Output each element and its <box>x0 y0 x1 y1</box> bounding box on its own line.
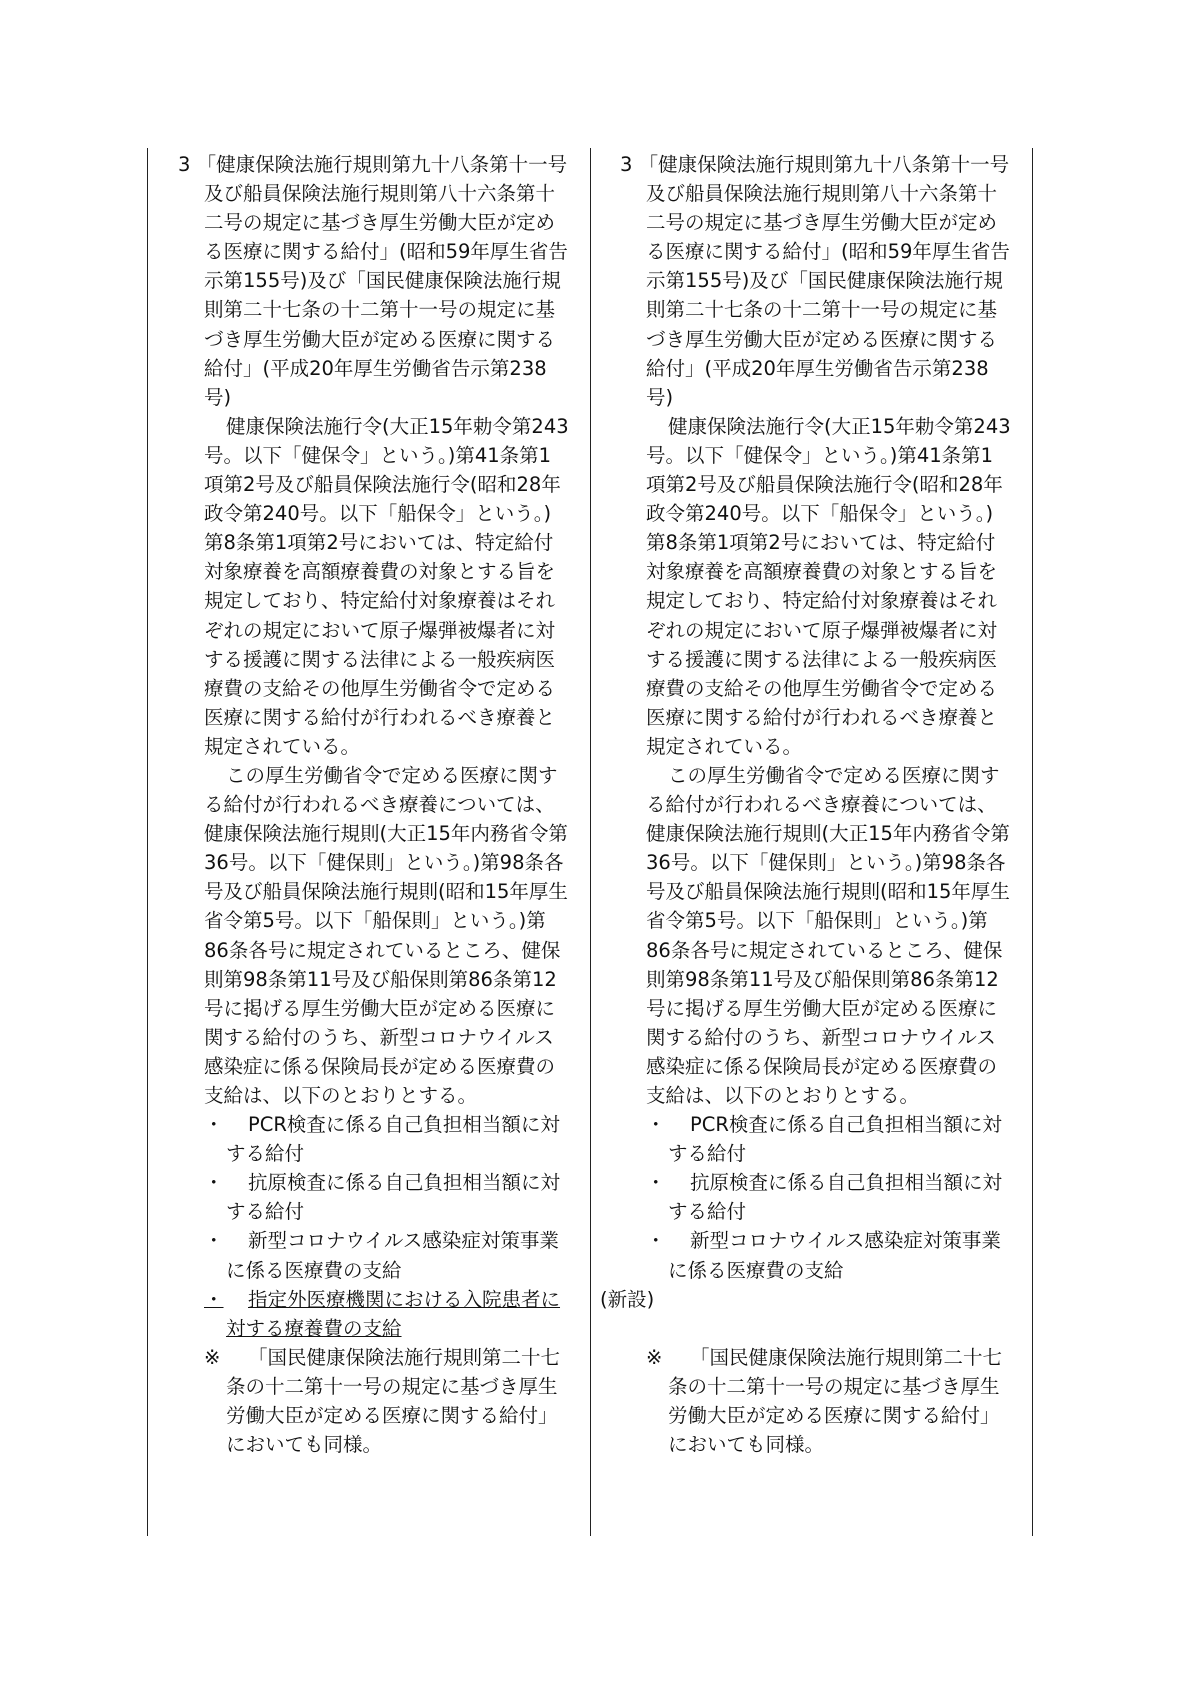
bullet-mark: ・ <box>204 1171 224 1195</box>
left-column-revised <box>178 150 570 1459</box>
bullet-text-underlined: 指定外医療機関における入院患者に対する療養費の支給 <box>226 1287 561 1340</box>
heading-text: 「健康保険法施行規則第九十八条第十一号及び船員保険法施行規則第八十六条第十二号の規定に基づき厚生労働大臣が定める医療に関する給付」(昭和59年厚生省告示第155号)及び「国民健康保険法施行規則第二十七条の十二第十一号の規定に基づき厚生労働大臣が定める医療に関する給付」(平成20年厚生労働省告示第238号) <box>638 153 1010 409</box>
bullet-text: 新型コロナウイルス感染症対策事業に係る医療費の支給 <box>668 1229 1001 1282</box>
right-border <box>1032 148 1033 1536</box>
list-item <box>646 1226 1012 1284</box>
heading-number: 3 <box>178 153 191 176</box>
list-item <box>646 1168 1012 1226</box>
list-item <box>646 1110 1012 1168</box>
list-item <box>204 1110 570 1168</box>
left-border <box>147 148 148 1536</box>
section-heading <box>178 150 570 412</box>
list-item-added <box>204 1285 570 1343</box>
note-text: 「国民健康保険法施行規則第二十七条の十二第十一号の規定に基づき厚生労働大臣が定める医療に関する給付」においても同様。 <box>668 1345 1003 1457</box>
section-heading <box>620 150 1012 412</box>
note-mark: ※ <box>204 1345 221 1369</box>
bullet-text: 抗原検査に係る自己負担相当額に対する給付 <box>668 1171 1003 1224</box>
bullet-mark: ・ <box>204 1113 224 1137</box>
bullet-mark: ・ <box>204 1229 224 1253</box>
list-item <box>204 1168 570 1226</box>
bullet-mark: ・ <box>646 1229 666 1253</box>
bullet-text: 新型コロナウイルス感染症対策事業に係る医療費の支給 <box>226 1229 559 1282</box>
bullet-text: 抗原検査に係る自己負担相当額に対する給付 <box>226 1171 561 1224</box>
bullet-mark: ・ <box>646 1171 666 1195</box>
paragraph-1: 健康保険法施行令(大正15年勅令第243号。以下「健保令」という。)第41条第1項第2号及び船員保険法施行令(昭和28年政令第240号。以下「船保令」という。)第8条第1項第2号においては、特定給付対象療養を高額療養費の対象とする旨を規定しており、特定給付対象療養はそれぞれの規定において原子爆弾被爆者に対する援護に関する法律による一般疾病医療費の支給その他厚生労働省令で定める医療に関する給付が行われるべき療養と規定されている。 <box>646 414 1011 758</box>
paragraph-2: この厚生労働省令で定める医療に関する給付が行われるべき療養については、健康保険法施行規則(大正15年内務省令第36号。以下「健保則」という。)第98条各号及び船員保険法施行規則(昭和15年厚生省令第5号。以下「船保則」という。)第86条各号に規定されているところ、健保則第98条第11号及び船保則第86条第12号に掲げる厚生労働大臣が定める医療に関する給付のうち、新型コロナウイルス感染症に係る保険局長が定める医療費の支給は、以下のとおりとする。 <box>204 763 568 1107</box>
paragraph-1: 健康保険法施行令(大正15年勅令第243号。以下「健保令」という。)第41条第1項第2号及び船員保険法施行令(昭和28年政令第240号。以下「船保令」という。)第8条第1項第2号においては、特定給付対象療養を高額療養費の対象とする旨を規定しており、特定給付対象療養はそれぞれの規定において原子爆弾被爆者に対する援護に関する法律による一般疾病医療費の支給その他厚生労働省令で定める医療に関する給付が行われるべき療養と規定されている。 <box>204 414 569 758</box>
note <box>646 1343 1012 1459</box>
note <box>204 1343 570 1459</box>
paragraph-2: この厚生労働省令で定める医療に関する給付が行われるべき療養については、健康保険法施行規則(大正15年内務省令第36号。以下「健保則」という。)第98条各号及び船員保険法施行規則(昭和15年厚生省令第5号。以下「船保則」という。)第86条各号に規定されているところ、健保則第98条第11号及び船保則第86条第12号に掲げる厚生労働大臣が定める医療に関する給付のうち、新型コロナウイルス感染症に係る保険局長が定める医療費の支給は、以下のとおりとする。 <box>646 763 1010 1107</box>
bullet-mark: ・ <box>204 1287 224 1311</box>
spacer <box>620 1314 1012 1343</box>
bullet-text: PCR検査に係る自己負担相当額に対する給付 <box>226 1113 560 1166</box>
list-item <box>204 1226 570 1284</box>
center-divider <box>590 148 591 1536</box>
new-provision-label: (新設) <box>600 1287 655 1311</box>
heading-number: 3 <box>620 153 633 176</box>
note-text: 「国民健康保険法施行規則第二十七条の十二第十一号の規定に基づき厚生労働大臣が定める医療に関する給付」においても同様。 <box>226 1345 561 1457</box>
bullet-mark: ・ <box>646 1113 666 1137</box>
bullet-text: PCR検査に係る自己負担相当額に対する給付 <box>668 1113 1002 1166</box>
right-column-current <box>600 150 1012 1459</box>
note-mark: ※ <box>646 1345 663 1369</box>
heading-text: 「健康保険法施行規則第九十八条第十一号及び船員保険法施行規則第八十六条第十二号の規定に基づき厚生労働大臣が定める医療に関する給付」(昭和59年厚生省告示第155号)及び「国民健康保険法施行規則第二十七条の十二第十一号の規定に基づき厚生労働大臣が定める医療に関する給付」(平成20年厚生労働省告示第238号) <box>196 153 568 409</box>
